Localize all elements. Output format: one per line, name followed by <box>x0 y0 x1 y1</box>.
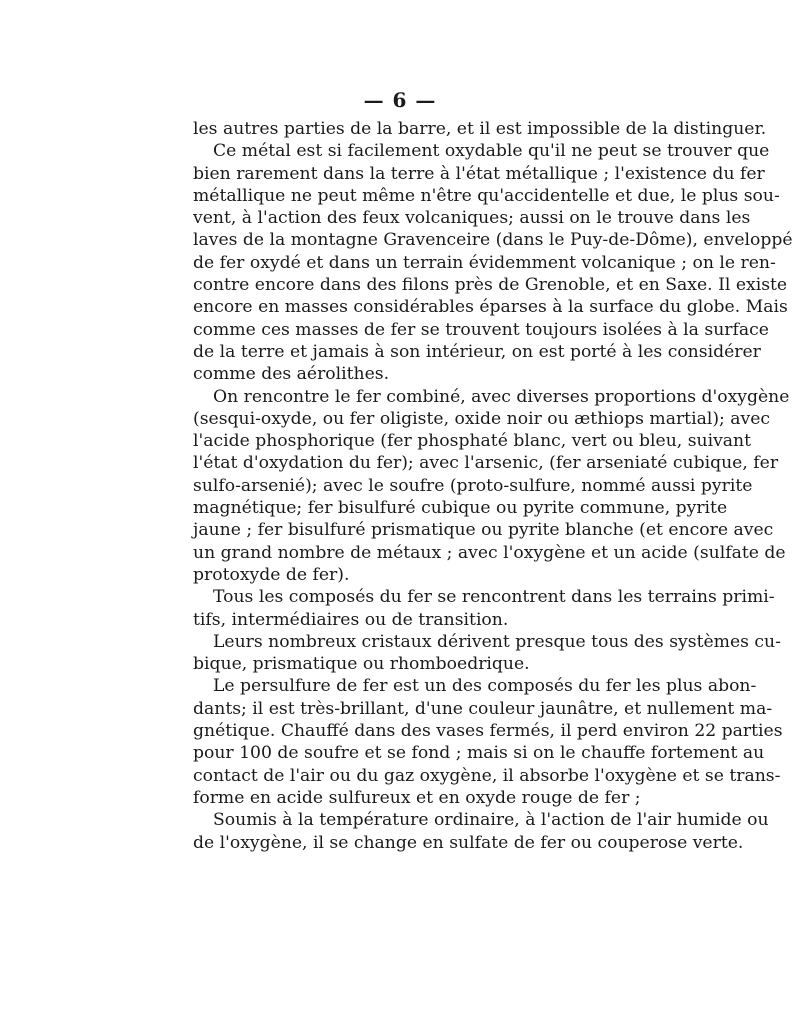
text-line: On rencontre le fer combiné, avec diverses proportions d'oxygène <box>213 386 790 407</box>
text-line: magnétique; fer bisulfuré cubique ou pyrite commune, pyrite <box>193 498 728 519</box>
text-line: jaune ; fer bisulfuré prismatique ou pyrite blanche (et encore avec <box>193 520 774 541</box>
text-line: Le persulfure de fer est un des composés du fer les plus abon- <box>213 676 757 697</box>
text-line: sulfo-arsenié); avec le soufre (proto-sulfure, nommé aussi pyrite <box>193 475 753 496</box>
text-line: contre encore dans des filons près de Grenoble, et en Saxe. Il existe <box>193 275 788 296</box>
paragraph <box>193 118 767 140</box>
text-line: (sesqui-oxyde, ou fer oligiste, oxide noir ou æthiops martial); avec <box>193 408 771 429</box>
paragraph <box>193 631 781 676</box>
text-line: l'acide phosphorique (fer phosphaté blanc, vert ou bleu, suivant <box>193 431 752 452</box>
text-line: Tous les composés du fer se rencontrent dans les terrains primi- <box>213 587 775 608</box>
text-line: contact de l'air ou du gaz oxygène, il absorbe l'oxygène et se trans- <box>193 765 781 786</box>
text-line: encore en masses considérables éparses à la surface du globe. Mais <box>193 297 788 318</box>
page-number: — 6 — <box>363 88 437 112</box>
text-line: bien rarement dans la terre à l'état métallique ; l'existence du fer <box>193 163 765 184</box>
text-line: laves de la montagne Gravenceire (dans le Puy-de-Dôme), enveloppé <box>193 230 793 251</box>
body-text <box>193 118 793 854</box>
paragraph <box>193 140 793 385</box>
paragraph <box>193 675 783 809</box>
paragraph <box>193 809 769 854</box>
paragraph <box>193 586 775 631</box>
text-line: comme ces masses de fer se trouvent toujours isolées à la surface <box>193 319 769 340</box>
text-line: comme des aérolithes. <box>193 364 390 385</box>
text-line: l'état d'oxydation du fer); avec l'arsenic, (fer arseniaté cubique, fer <box>193 453 779 474</box>
text-line: forme en acide sulfureux et en oxyde rouge de fer ; <box>193 787 641 808</box>
text-line: tifs, intermédiaires ou de transition. <box>193 609 509 630</box>
paragraph <box>193 386 790 587</box>
text-line: un grand nombre de métaux ; avec l'oxygène et un acide (sulfate de <box>193 542 786 563</box>
text-line: Leurs nombreux cristaux dérivent presque tous des systèmes cu- <box>213 631 781 652</box>
text-line: vent, à l'action des feux volcaniques; aussi on le trouve dans les <box>193 208 751 229</box>
text-line: pour 100 de soufre et se fond ; mais si on le chauffe fortement au <box>193 743 765 764</box>
text-line: de la terre et jamais à son intérieur, on est porté à les considérer <box>193 341 761 362</box>
text-line: protoxyde de fer). <box>193 564 350 585</box>
text-line: de fer oxydé et dans un terrain évidemment volcanique ; on le ren- <box>193 252 776 273</box>
text-line: bique, prismatique ou rhomboedrique. <box>193 654 530 675</box>
text-line: Ce métal est si facilement oxydable qu'il ne peut se trouver que <box>213 141 770 162</box>
text-line: gnétique. Chauffé dans des vases fermés, il perd environ 22 parties <box>193 721 783 742</box>
text-line: de l'oxygène, il se change en sulfate de fer ou couperose verte. <box>193 832 744 853</box>
text-line: dants; il est très-brillant, d'une couleur jaunâtre, et nullement ma- <box>193 698 773 719</box>
text-line: les autres parties de la barre, et il est impossible de la distinguer. <box>193 119 767 139</box>
text-line: Soumis à la température ordinaire, à l'action de l'air humide ou <box>213 810 769 831</box>
text-line: métallique ne peut même n'être qu'accidentelle et due, le plus sou- <box>193 185 780 206</box>
